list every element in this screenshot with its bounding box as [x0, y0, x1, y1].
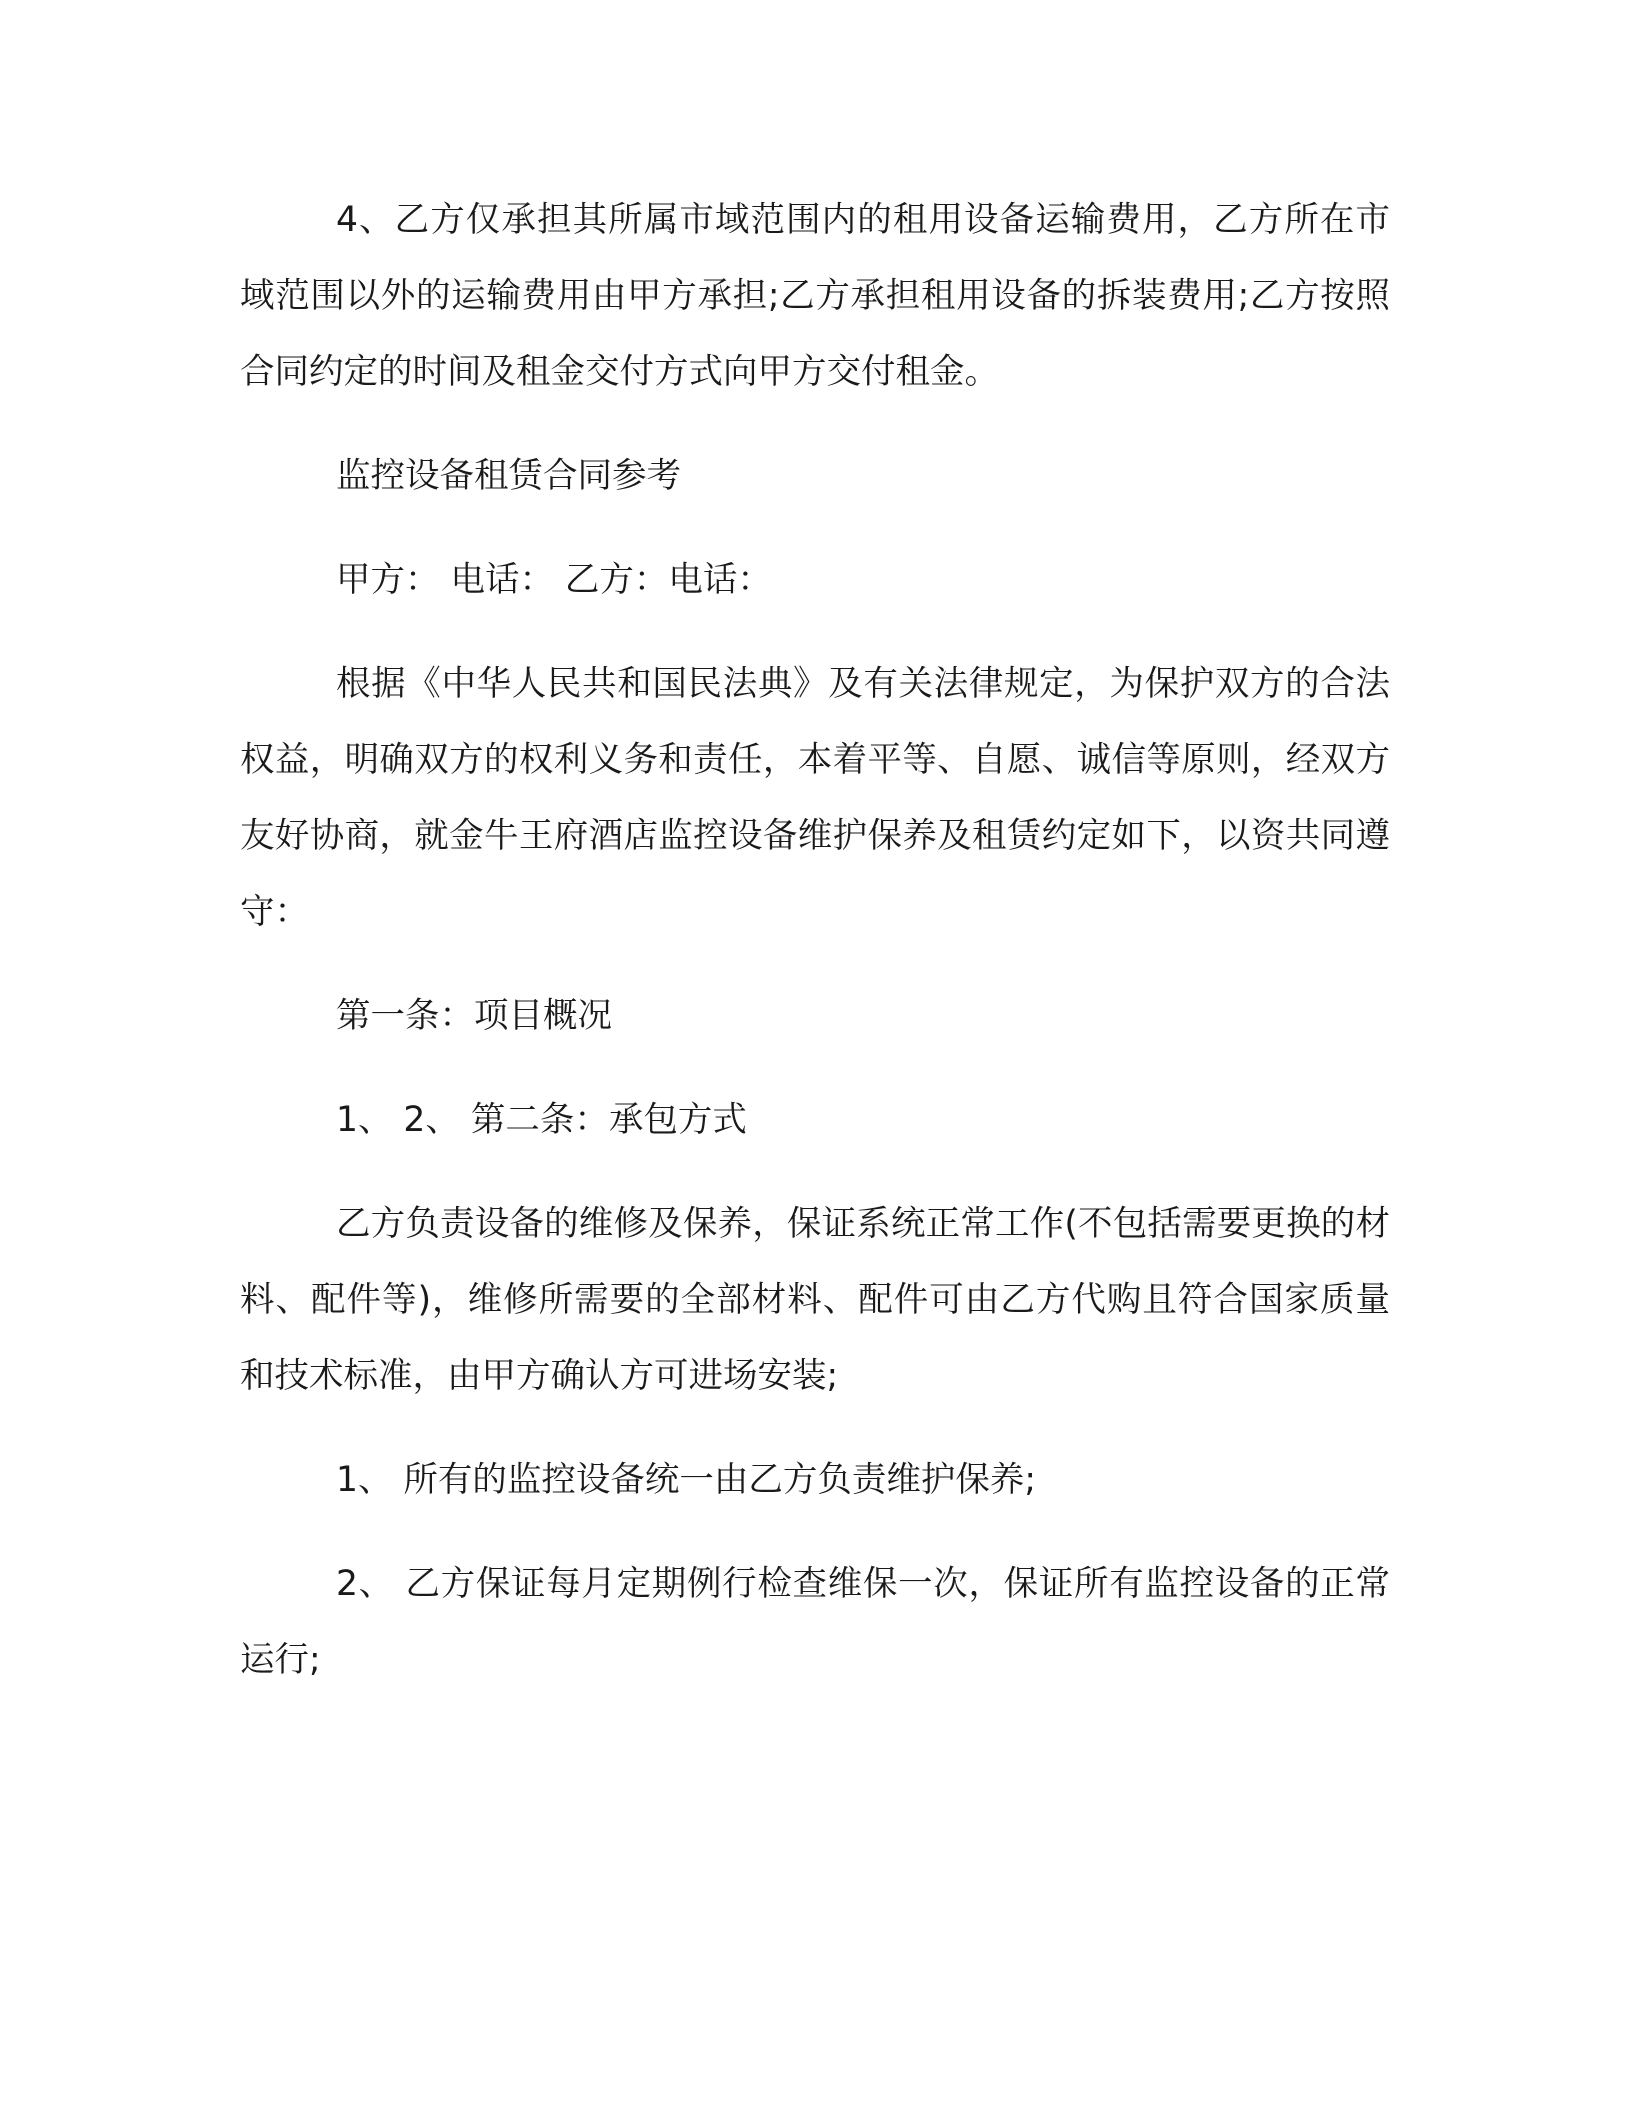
paragraph-maintenance-scope: 乙方负责设备的维修及保养，保证系统正常工作(不包括需要更换的材料、配件等)，维修所需要的全部材料、配件可由乙方代购且符合国家质量和技术标准，由甲方确认方可进场安装;	[240, 1204, 1390, 1396]
list-item-2: 2、 乙方保证每月定期例行检查维保一次，保证所有监控设备的正常运行;	[240, 1564, 1390, 1680]
article-1-heading: 第一条：项目概况	[336, 996, 612, 1036]
article-2-heading: 1、 2、 第二条：承包方式	[336, 1100, 747, 1140]
document-body	[240, 182, 1390, 1726]
parties-line: 甲方： 电话： 乙方：电话：	[336, 560, 772, 600]
document-title: 监控设备租赁合同参考	[336, 456, 681, 496]
list-item-1: 1、 所有的监控设备统一由乙方负责维护保养;	[336, 1460, 1037, 1500]
paragraph-preamble: 根据《中华人民共和国民法典》及有关法律规定，为保护双方的合法权益，明确双方的权利义务和责任，本着平等、自愿、诚信等原则，经双方友好协商，就金牛王府酒店监控设备维护保养及租赁约定如下，以资共同遵守：	[240, 664, 1390, 932]
paragraph-transport-costs: 4、乙方仅承担其所属市域范围内的租用设备运输费用，乙方所在市域范围以外的运输费用由甲方承担;乙方承担租用设备的拆装费用;乙方按照合同约定的时间及租金交付方式向甲方交付租金。	[240, 200, 1390, 392]
